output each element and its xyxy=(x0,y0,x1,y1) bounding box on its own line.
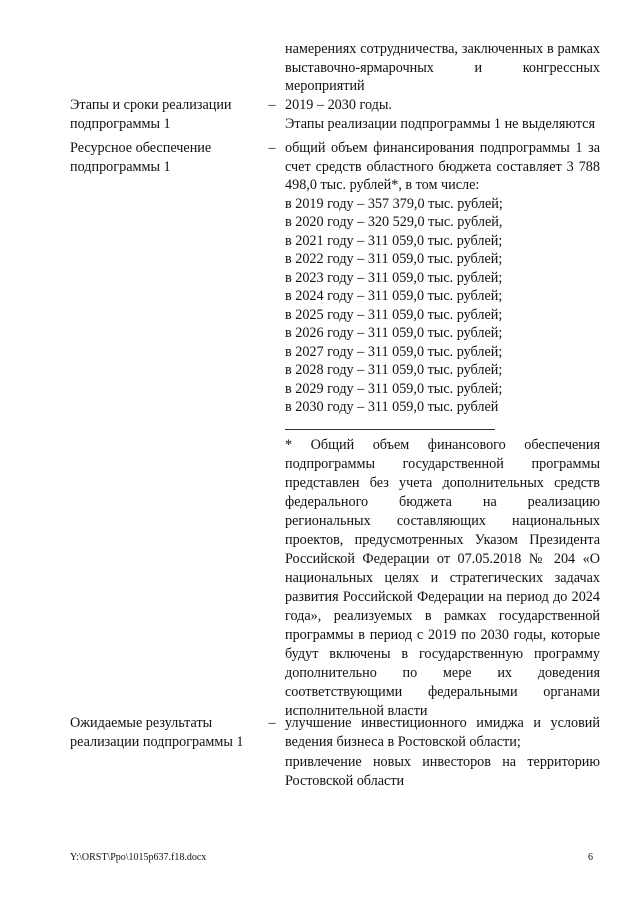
resources-year-line: в 2021 году – 311 059,0 тыс. рублей; xyxy=(285,232,503,249)
resources-content xyxy=(285,139,600,721)
resources-footnote: * Общий объем финансового обеспечения подпрограммы государственной программы представлен без учета дополнительных средств федерального бюджета на реализацию региональных составляющих национальных проектов, предусмотренных Указом Президента Российской Федерации от 07.05.2018 № 204 «О национальных целях и стратегических задачах развития Российской Федерации на период до 2024 года», реализуемых в рамках государственной программы в период с 2019 по 2030 годы, которые будут включены в государственную программу дополнительно по мере их доведения соответствующими федеральными органами исполнительной власти xyxy=(285,436,600,719)
resources-year-line: в 2022 году – 311 059,0 тыс. рублей; xyxy=(285,251,503,267)
stages-note: Этапы реализации подпрограммы 1 не выделяются xyxy=(285,115,595,132)
page-number: 6 xyxy=(588,852,593,863)
resources-label: Ресурсное обеспечение подпрограммы 1 xyxy=(70,140,212,175)
footer-file-path: Y:\ORST\Ppo\1015p637.f18.docx xyxy=(70,852,207,863)
stages-label: Этапы и сроки реализации подпрограммы 1 xyxy=(70,97,232,132)
resources-year-line: в 2019 году – 357 379,0 тыс. рублей; xyxy=(285,195,503,212)
results-dash: – xyxy=(268,715,276,731)
resources-year-line: в 2026 году – 311 059,0 тыс. рублей; xyxy=(285,325,503,341)
resources-year-line: в 2027 году – 311 059,0 тыс. рублей; xyxy=(285,343,503,360)
stages-years: 2019 – 2030 годы. xyxy=(285,97,392,113)
results-item: улучшение инвестиционного имиджа и условий ведения бизнеса в Ростовской области; xyxy=(285,715,600,750)
stages-content xyxy=(285,96,600,133)
resources-year-line: в 2023 году – 311 059,0 тыс. рублей; xyxy=(285,269,503,286)
resources-year-line: в 2020 году – 320 529,0 тыс. рублей, xyxy=(285,214,503,230)
resources-intro: общий объем финансирования подпрограммы 1 за счет средств областного бюджета составляет 3 788 498,0 тыс. рублей*, в том числе: xyxy=(285,140,600,193)
resources-year-line: в 2024 году – 311 059,0 тыс. рублей; xyxy=(285,288,503,304)
results-content xyxy=(285,714,600,790)
resources-year-line: в 2030 году – 311 059,0 тыс. рублей xyxy=(285,399,499,415)
resources-year-line: в 2029 году – 311 059,0 тыс. рублей; xyxy=(285,380,503,397)
resources-dash: – xyxy=(268,140,276,156)
resources-year-line: в 2028 году – 311 059,0 тыс. рублей; xyxy=(285,362,503,378)
footnote-separator xyxy=(285,429,495,430)
results-label: Ожидаемые результаты реализации подпрограммы 1 xyxy=(70,715,244,750)
continuation-text: намерениях сотрудничества, заключенных в рамках выставочно-ярмарочных и конгрессных мероприятий xyxy=(285,41,600,94)
resources-year-line: в 2025 году – 311 059,0 тыс. рублей; xyxy=(285,306,503,323)
results-item: привлечение новых инвесторов на территорию Ростовской области xyxy=(285,754,600,789)
stages-dash: – xyxy=(268,97,276,113)
